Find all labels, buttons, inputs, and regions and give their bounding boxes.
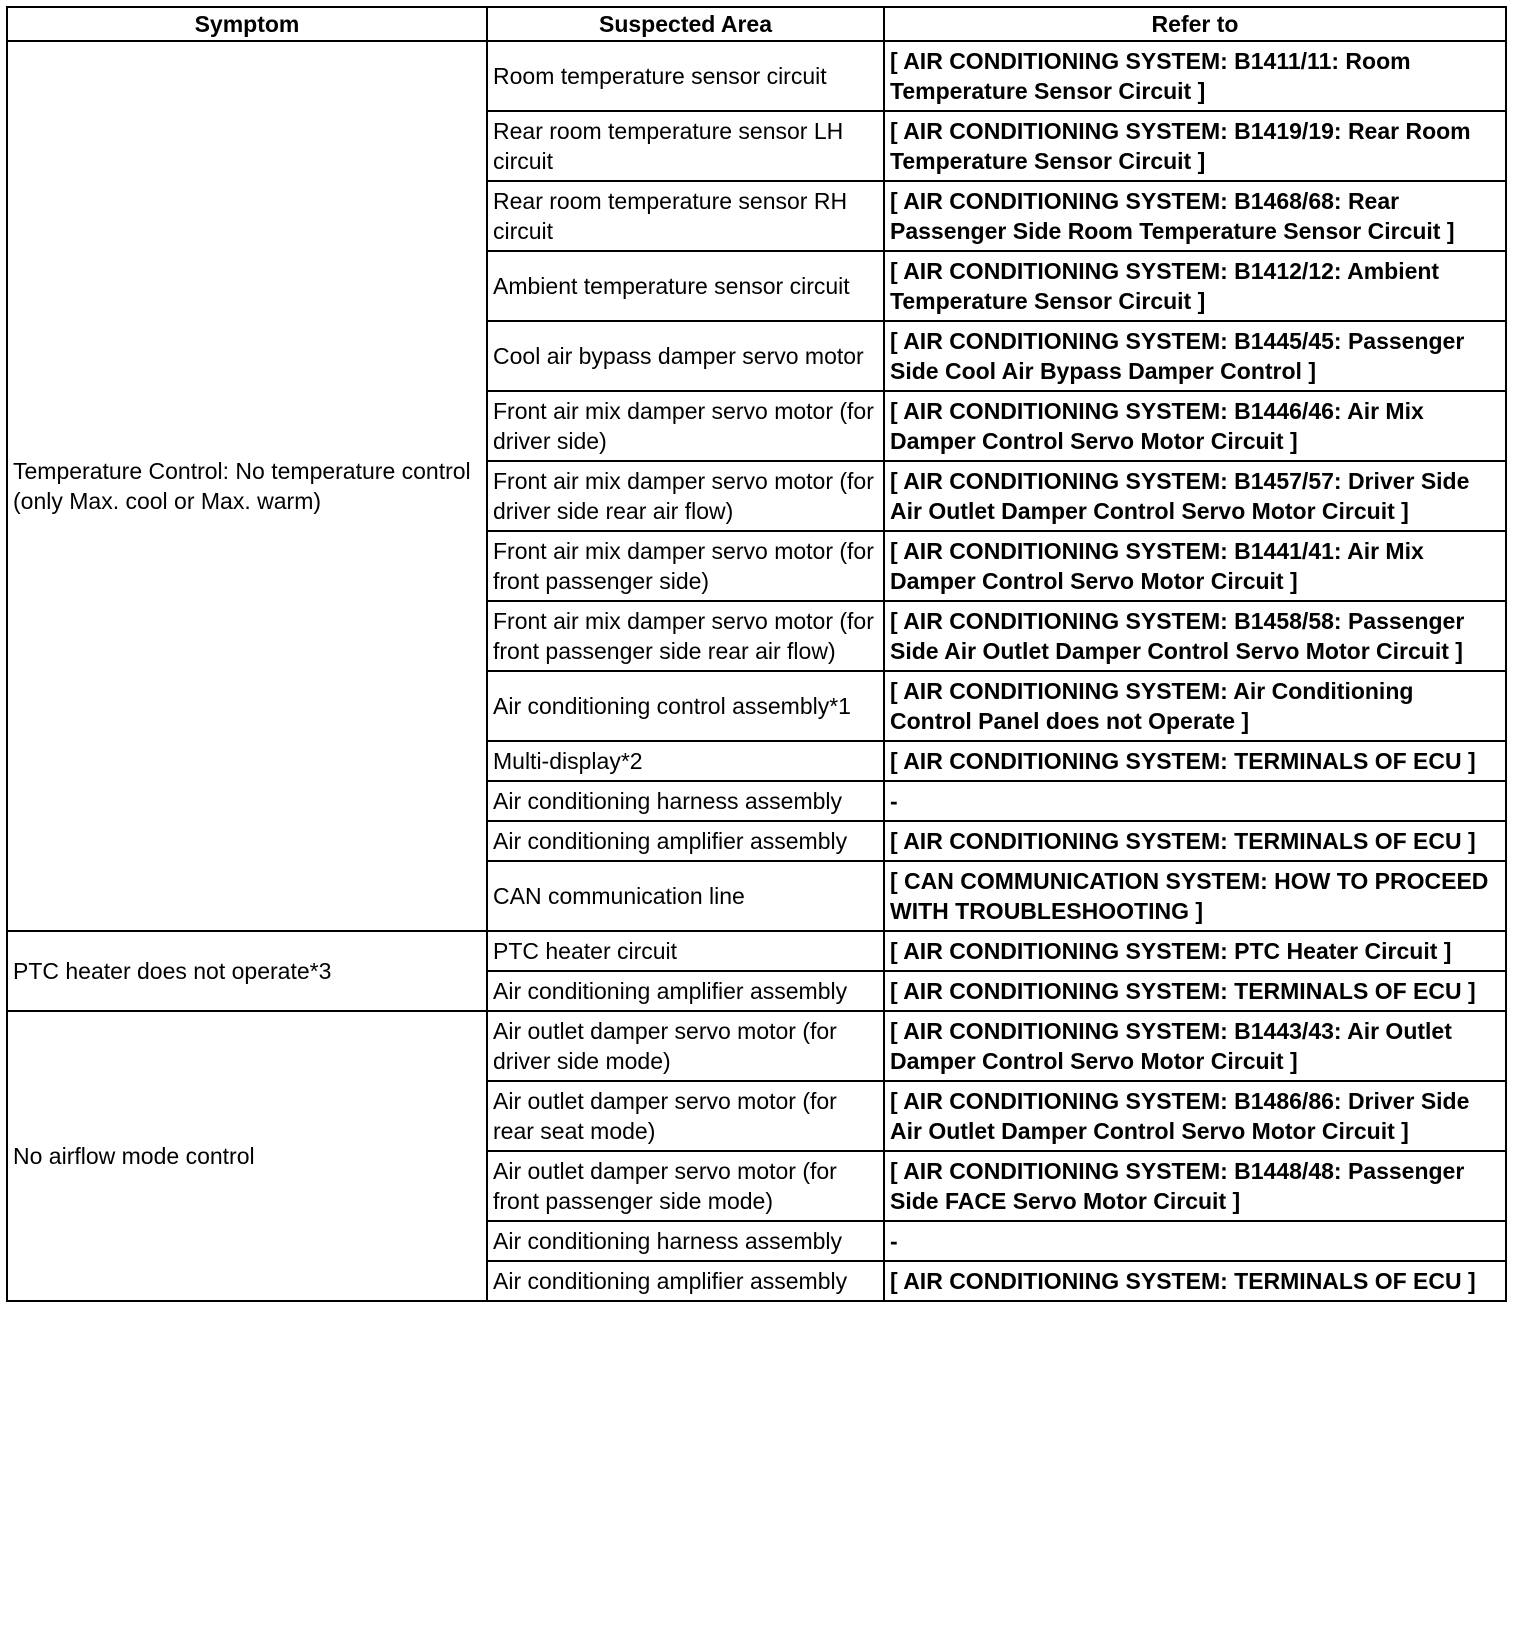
header-symptom: Symptom <box>7 7 487 41</box>
refer-to-cell: [ AIR CONDITIONING SYSTEM: B1486/86: Driver Side Air Outlet Damper Control Servo Motor Circuit ] <box>884 1081 1506 1151</box>
refer-to-cell: [ AIR CONDITIONING SYSTEM: B1412/12: Ambient Temperature Sensor Circuit ] <box>884 251 1506 321</box>
refer-to-cell: [ AIR CONDITIONING SYSTEM: B1441/41: Air Mix Damper Control Servo Motor Circuit ] <box>884 531 1506 601</box>
suspected-area-cell: Air outlet damper servo motor (for front passenger side mode) <box>487 1151 884 1221</box>
refer-to-cell: [ AIR CONDITIONING SYSTEM: B1419/19: Rear Room Temperature Sensor Circuit ] <box>884 111 1506 181</box>
suspected-area-cell: CAN communication line <box>487 861 884 931</box>
suspected-area-cell: Air conditioning harness assembly <box>487 781 884 821</box>
table-body <box>7 41 1506 1301</box>
suspected-area-cell: Room temperature sensor circuit <box>487 41 884 111</box>
header-refer-to: Refer to <box>884 7 1506 41</box>
suspected-area-cell: Front air mix damper servo motor (for driver side) <box>487 391 884 461</box>
suspected-area-cell: Air conditioning amplifier assembly <box>487 971 884 1011</box>
header-row <box>7 7 1506 41</box>
suspected-area-cell: Air conditioning control assembly*1 <box>487 671 884 741</box>
refer-to-cell: [ AIR CONDITIONING SYSTEM: B1446/46: Air Mix Damper Control Servo Motor Circuit ] <box>884 391 1506 461</box>
refer-to-cell: [ AIR CONDITIONING SYSTEM: TERMINALS OF ECU ] <box>884 1261 1506 1301</box>
symptom-cell: No airflow mode control <box>7 1011 487 1301</box>
suspected-area-cell: Air conditioning amplifier assembly <box>487 821 884 861</box>
suspected-area-cell: Front air mix damper servo motor (for front passenger side) <box>487 531 884 601</box>
table-row <box>7 41 1506 111</box>
suspected-area-cell: Front air mix damper servo motor (for driver side rear air flow) <box>487 461 884 531</box>
suspected-area-cell: Cool air bypass damper servo motor <box>487 321 884 391</box>
suspected-area-cell: Front air mix damper servo motor (for front passenger side rear air flow) <box>487 601 884 671</box>
suspected-area-cell: Air conditioning amplifier assembly <box>487 1261 884 1301</box>
table-row <box>7 931 1506 971</box>
suspected-area-cell: Multi-display*2 <box>487 741 884 781</box>
suspected-area-cell: Air outlet damper servo motor (for rear seat mode) <box>487 1081 884 1151</box>
refer-to-cell: [ AIR CONDITIONING SYSTEM: B1468/68: Rear Passenger Side Room Temperature Sensor Circuit ] <box>884 181 1506 251</box>
table-row <box>7 1011 1506 1081</box>
refer-to-cell: [ AIR CONDITIONING SYSTEM: B1458/58: Passenger Side Air Outlet Damper Control Servo Motor Circuit ] <box>884 601 1506 671</box>
refer-to-cell: [ AIR CONDITIONING SYSTEM: PTC Heater Circuit ] <box>884 931 1506 971</box>
refer-to-cell: [ AIR CONDITIONING SYSTEM: B1457/57: Driver Side Air Outlet Damper Control Servo Motor Circuit ] <box>884 461 1506 531</box>
refer-to-cell: [ AIR CONDITIONING SYSTEM: TERMINALS OF ECU ] <box>884 971 1506 1011</box>
suspected-area-cell: PTC heater circuit <box>487 931 884 971</box>
suspected-area-cell: Rear room temperature sensor RH circuit <box>487 181 884 251</box>
refer-to-cell: [ AIR CONDITIONING SYSTEM: B1443/43: Air Outlet Damper Control Servo Motor Circuit ] <box>884 1011 1506 1081</box>
refer-to-cell: [ AIR CONDITIONING SYSTEM: TERMINALS OF ECU ] <box>884 821 1506 861</box>
symptom-cell: PTC heater does not operate*3 <box>7 931 487 1011</box>
refer-to-cell: [ AIR CONDITIONING SYSTEM: Air Conditioning Control Panel does not Operate ] <box>884 671 1506 741</box>
suspected-area-cell: Ambient temperature sensor circuit <box>487 251 884 321</box>
symptom-cell: Temperature Control: No temperature control (only Max. cool or Max. warm) <box>7 41 487 931</box>
suspected-area-cell: Air outlet damper servo motor (for driver side mode) <box>487 1011 884 1081</box>
header-suspected-area: Suspected Area <box>487 7 884 41</box>
refer-to-cell: - <box>884 781 1506 821</box>
suspected-area-cell: Rear room temperature sensor LH circuit <box>487 111 884 181</box>
suspected-area-cell: Air conditioning harness assembly <box>487 1221 884 1261</box>
refer-to-cell: [ CAN COMMUNICATION SYSTEM: HOW TO PROCEED WITH TROUBLESHOOTING ] <box>884 861 1506 931</box>
refer-to-cell: [ AIR CONDITIONING SYSTEM: TERMINALS OF ECU ] <box>884 741 1506 781</box>
refer-to-cell: [ AIR CONDITIONING SYSTEM: B1445/45: Passenger Side Cool Air Bypass Damper Control ] <box>884 321 1506 391</box>
refer-to-cell: - <box>884 1221 1506 1261</box>
troubleshooting-table <box>6 6 1507 1302</box>
refer-to-cell: [ AIR CONDITIONING SYSTEM: B1448/48: Passenger Side FACE Servo Motor Circuit ] <box>884 1151 1506 1221</box>
refer-to-cell: [ AIR CONDITIONING SYSTEM: B1411/11: Room Temperature Sensor Circuit ] <box>884 41 1506 111</box>
